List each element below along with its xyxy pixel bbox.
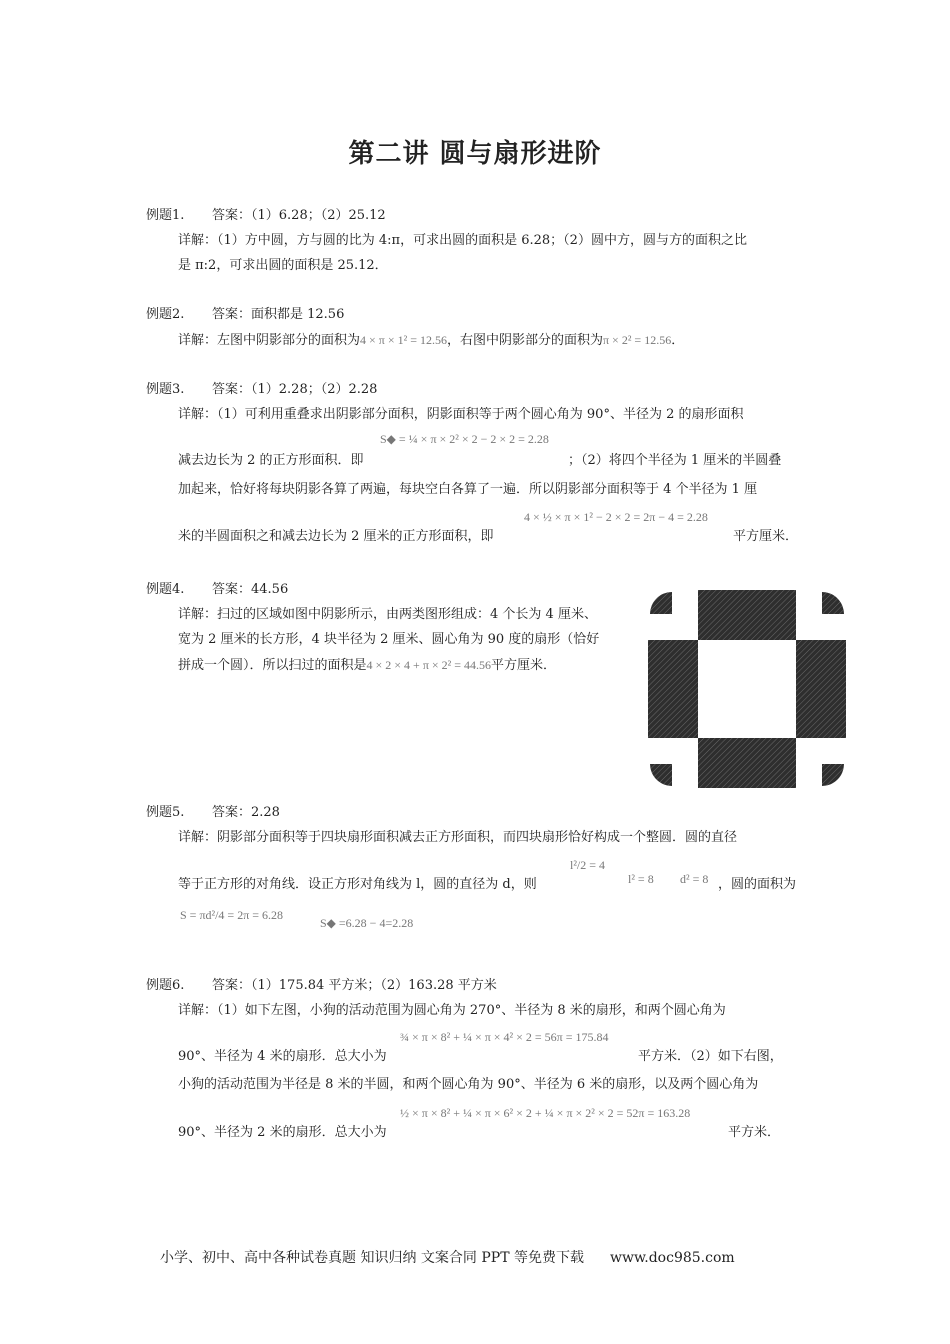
swept-area-figure (648, 590, 846, 788)
footer-link[interactable]: www.doc985.com (609, 1250, 735, 1266)
explanation-line: 加起来，恰好将每块阴影各算了两遍，每块空白各算了一遍．所以阴影部分面积等于 4 个半径为 1 厘 (178, 482, 758, 497)
example-label: 例题4. (146, 582, 185, 597)
sector-top-left (650, 592, 672, 614)
answer: 答案：2.28 (212, 805, 280, 820)
explanation-line: 平方米．（2）如下右图， (638, 1049, 783, 1064)
rect-left (648, 640, 698, 738)
footer (160, 1247, 735, 1267)
explanation-line: 宽为 2 厘米的长方形，4 块半径为 2 厘米、圆心角为 90 度的扇形（恰好 (178, 632, 600, 647)
explanation-line: 等于正方形的对角线．设正方形对角线为 l，圆的直径为 d，则 (178, 877, 537, 892)
formula: 4 × 2 × 4 + π × 2² = 44.56 (366, 658, 492, 672)
explanation-line: 小狗的活动范围为半径是 8 米的半圆，和两个圆心角为 90°、半径为 6 米的扇形，以及两个圆心角为 (178, 1077, 759, 1092)
footer-text: 小学、初中、高中各种试卷真题 知识归纳 文案合同 PPT 等免费下载 (160, 1250, 584, 1266)
formula: l²/2 = 4 (570, 858, 606, 872)
explanation-line: 详解：（1）可利用重叠求出阴影部分面积，阴影面积等于两个圆心角为 90°、半径为 2 的扇形面积 (178, 407, 744, 422)
explanation-line: 90°、半径为 4 米的扇形．总大小为 (178, 1049, 387, 1064)
text: 拼成一个圆）．所以扫过的面积是 (178, 658, 367, 673)
formula: ½ × π × 8² + ¼ × π × 6² × 2 + ¼ × π × 2² × 2 = 52π = 163.28 (400, 1106, 691, 1120)
explanation-line: 详解：（1）如下左图，小狗的活动范围为圆心角为 270°、半径为 8 米的扇形，和两个圆心角为 (178, 1003, 726, 1018)
sector-bottom-right (822, 764, 844, 786)
example-4-header (146, 578, 288, 597)
answer: 答案：44.56 (212, 582, 289, 597)
answer: 答案：（1）2.28；（2）2.28 (212, 382, 378, 397)
explanation-line: 平方米． (728, 1125, 781, 1140)
text: 减去边长为 2 的正方形面积．即 (178, 453, 364, 468)
example-label: 例题6. (146, 978, 185, 993)
explanation-line (178, 449, 364, 468)
explanation-line: 详解：（1）方中圆，方与圆的比为 4:π，可求出圆的面积是 6.28；（2）圆中方，圆与方的面积之比 (178, 233, 747, 248)
explanation-line (178, 654, 556, 673)
text: ，右图中阴影部分的面积为 (446, 333, 603, 348)
explanation-line: 平方厘米． (733, 529, 799, 544)
example-1-header (146, 204, 386, 223)
example-label: 例题3. (146, 382, 185, 397)
example-3-header (146, 378, 377, 397)
explanation-line: 详解：阴影部分面积等于四块扇形面积减去正方形面积，而四块扇形恰好构成一个整圆．圆的直径 (178, 830, 738, 845)
example-label: 例题5. (146, 805, 185, 820)
example-6-header (146, 974, 497, 993)
answer: 答案：（1）175.84 平方米；（2）163.28 平方米 (212, 978, 497, 993)
explanation-line: ，圆的面积为 (718, 877, 797, 892)
sector-top-right (822, 592, 844, 614)
page-title: 第二讲 圆与扇形进阶 (348, 139, 602, 169)
formula: π × 2² = 12.56 (603, 333, 672, 347)
rect-top (698, 590, 796, 640)
text: 平方厘米． (491, 658, 557, 673)
text: ． (671, 333, 685, 348)
explanation-line: 详解：扫过的区域如图中阴影所示，由两类图形组成：4 个长为 4 厘米、 (178, 607, 597, 622)
answer: 答案：（1）6.28；（2）25.12 (212, 208, 386, 223)
explanation-line: 90°、半径为 2 米的扇形．总大小为 (178, 1125, 387, 1140)
explanation-line: 米的半圆面积之和减去边长为 2 厘米的正方形面积，即 (178, 529, 494, 544)
example-5-header (146, 801, 280, 820)
explanation-line: 是 π:2，可求出圆的面积是 25.12． (178, 258, 388, 273)
formula: d² = 8 (680, 872, 709, 886)
sector-bottom-left (650, 764, 672, 786)
explanation-line: ；（2）将四个半径为 1 厘米的半圆叠 (568, 453, 782, 468)
example-label: 例题1. (146, 208, 185, 223)
formula: 4 × π × 1² = 12.56 (360, 333, 447, 347)
rect-bottom (698, 738, 796, 788)
explanation-line (178, 329, 684, 348)
formula: S◆ =6.28 − 4=2.28 (320, 916, 414, 930)
formula: S◆ = ¼ × π × 2² × 2 − 2 × 2 = 2.28 (380, 432, 549, 446)
answer: 答案：面积都是 12.56 (212, 307, 345, 322)
example-label: 例题2. (146, 307, 185, 322)
formula: ¾ × π × 8² + ¼ × π × 4² × 2 = 56π = 175.84 (400, 1030, 609, 1044)
text: 详解：左图中阴影部分的面积为 (178, 333, 361, 348)
formula: S = πd²/4 = 2π = 6.28 (180, 908, 284, 922)
formula: 4 × ½ × π × 1² − 2 × 2 = 2π − 4 = 2.28 (524, 510, 708, 524)
example-2-header (146, 303, 344, 322)
rect-right (796, 640, 846, 738)
formula: l² = 8 (628, 872, 654, 886)
